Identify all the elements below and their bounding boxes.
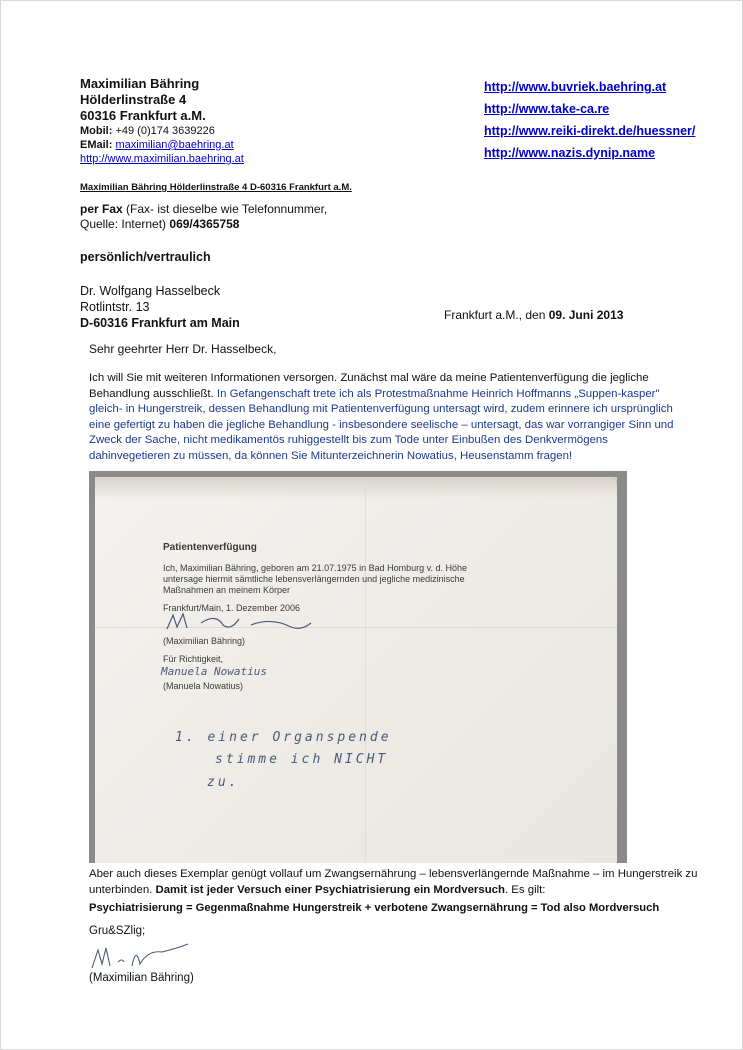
scan-sign2: (Manuela Nowatius) <box>163 681 244 691</box>
scan-hand-line3: zu. <box>207 775 240 790</box>
sender-mobile <box>80 124 244 138</box>
scan-signature-1 <box>161 609 321 635</box>
fax-block <box>80 202 327 232</box>
scan-line1: Ich, Maximilian Bähring, geboren am 21.07.1975 in Bad Homburg v. d. Höhe <box>163 563 468 573</box>
date-prefix: Frankfurt a.M., den <box>444 308 546 322</box>
link-reiki[interactable]: http://www.reiki-direkt.de/huessner/ <box>484 124 696 138</box>
sender-email-link[interactable]: maximilian@baehring.at <box>115 139 234 151</box>
body-paragraph-part2: In Gefangenschaft trete ich als Protestmaßnahme Heinrich Hoffmanns „Suppen-kasper" gleich- in Hungerstreik, dessen Behandlung mit Patientenverfügung untersagt wird, zudem erinnere ich ursprünglich eine gefertigt zu haben die jegliche Behandlung - insbesondere seelische – untersagt, das war vorrangiger Sinn und Zweck der Sache, nicht medikamentös ruhiggestellt bis zum Tode unter Einbußen des Denkvermögens dahinvegetieren zu müssen, da können Sie Mitunterzeichnerin Nowatius, Heusenstamm fragen! <box>89 387 674 462</box>
closing-part2: Damit ist jeder Versuch einer Psychiatrisierung ein Mordversuch <box>155 883 505 896</box>
body-paragraph-part1: Ich will Sie mit weiteren Informationen versorgen. Zunächst mal wäre da meine Patientenverfügung die jegliche Behandlung ausschließt. <box>89 372 649 400</box>
recipient-block <box>80 283 240 331</box>
scan-witness-hand: Manuela Nowatius <box>161 665 267 678</box>
scan-line3: Maßnahmen an meinem Körper <box>163 585 291 595</box>
link-nazis[interactable]: http://www.nazis.dynip.name <box>484 146 656 160</box>
scanned-document <box>89 471 627 863</box>
date-value: 09. Juni 2013 <box>548 308 624 322</box>
confidential-notice: persönlich/vertraulich <box>80 250 211 264</box>
recipient-name: Dr. Wolfgang Hasselbeck <box>80 284 221 298</box>
scan-title: Patientenverfügung <box>163 542 257 553</box>
scan-hand-line1: 1. einer Organspende <box>175 730 392 745</box>
sender-street: Hölderlinstraße 4 <box>80 92 187 107</box>
closing-part3: . Es gilt: <box>504 883 546 896</box>
sender-website-link[interactable]: http://www.maximilian.baehring.at <box>80 153 244 165</box>
sender-block <box>80 76 244 166</box>
sender-email <box>80 138 244 152</box>
link-buvriek[interactable]: http://www.buvriek.baehring.at <box>484 80 667 94</box>
sender-email-label: EMail: <box>80 139 113 151</box>
sender-website <box>80 152 244 166</box>
closing-paragraph <box>89 867 699 898</box>
sender-mobile-number: +49 (0)174 3639226 <box>115 125 215 137</box>
letter-date <box>444 308 623 322</box>
scan-sign1: (Maximilian Bähring) <box>163 636 246 646</box>
scan-witness-label: Für Richtigkeit, <box>163 654 224 664</box>
scan-hand-line2: stimme ich NICHT <box>215 752 389 767</box>
recipient-city: D-60316 Frankfurt am Main <box>80 316 240 330</box>
signature-image <box>88 940 208 974</box>
recipient-street: Rotlintstr. 13 <box>80 300 150 314</box>
sender-name: Maximilian Bähring <box>80 76 200 91</box>
fax-number: 069/4365758 <box>169 217 240 231</box>
sender-mobile-label: Mobil: <box>80 125 113 137</box>
greeting: Gru&SZlig; <box>89 925 146 937</box>
scan-line2: untersage hiermit sämtliche lebensverlängernden und jegliche medizinische <box>163 574 465 584</box>
fax-note: (Fax- ist dieselbe wie Telefonnummer, <box>126 202 328 216</box>
scan-paper <box>95 477 617 863</box>
fax-source: Quelle: Internet) <box>80 217 167 231</box>
body-paragraph <box>89 371 689 464</box>
scan-place-date: Frankfurt/Main, 1. Dezember 2006 <box>163 603 301 613</box>
signed-name: (Maximilian Bähring) <box>89 972 194 984</box>
fax-label: per Fax <box>80 202 123 216</box>
return-address-line: Maximilian Bähring Hölderlinstraße 4 D-60316 Frankfurt a.M. <box>80 182 352 193</box>
closing-part1: Aber auch dieses Exemplar genügt vollauf um Zwangsernährung – lebensverlängernde Maßnahme – im Hungerstreik zu unterbinden. <box>89 868 698 896</box>
salutation: Sehr geehrter Herr Dr. Hasselbeck, <box>89 342 277 356</box>
sender-city: 60316 Frankfurt a.M. <box>80 108 206 123</box>
formula-line: Psychiatrisierung = Gegenmaßnahme Hungerstreik + verbotene Zwangsernährung = Tod also Mordversuch <box>89 902 660 914</box>
link-take-care[interactable]: http://www.take-ca.re <box>484 102 610 116</box>
link-list <box>484 76 695 164</box>
